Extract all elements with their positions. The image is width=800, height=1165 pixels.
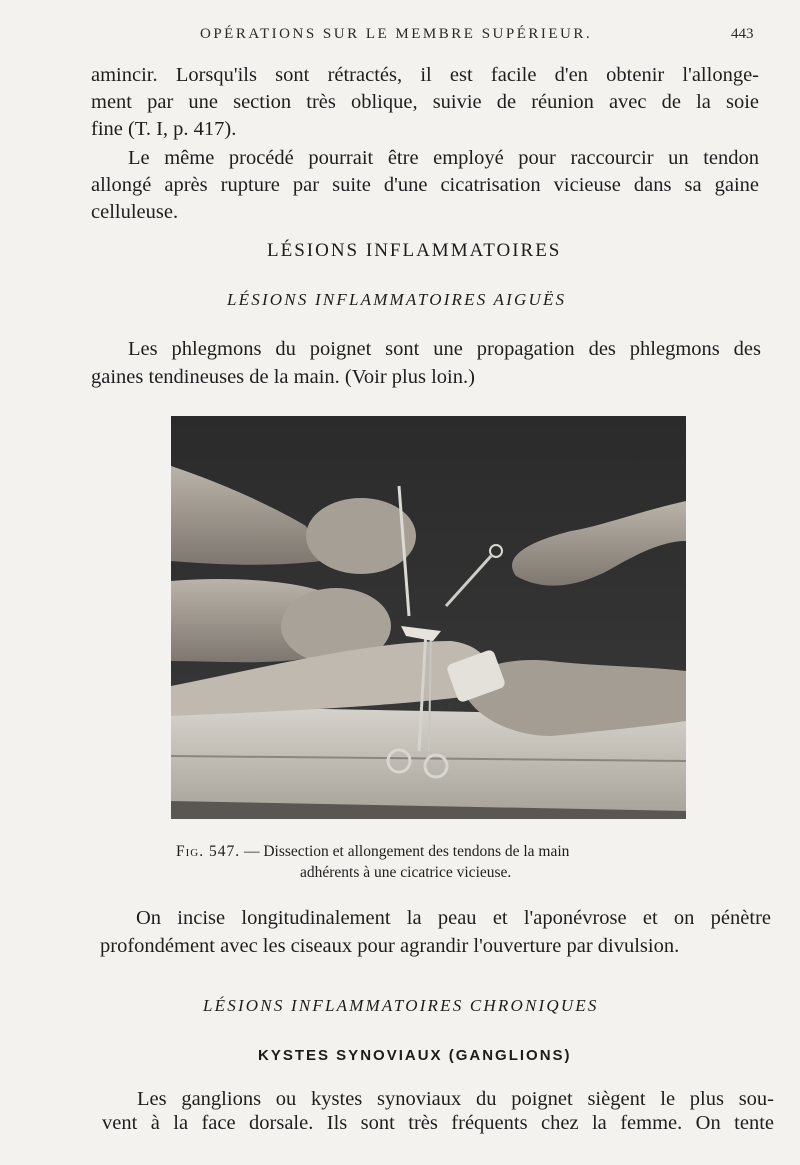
paragraph-line: amincir. Lorsqu'ils sont rétractés, il est facile d'en obtenir l'allonge- xyxy=(91,64,759,86)
subsection-heading: KYSTES SYNOVIAUX (GANGLIONS) xyxy=(258,1047,572,1064)
paragraph-line: allongé après rupture par suite d'une cicatrisation vicieuse dans sa gaine xyxy=(91,174,759,196)
figure-caption-line2: adhérents à une cicatrice vicieuse. xyxy=(300,864,512,881)
subsection-heading: LÉSIONS INFLAMMATOIRES AIGUËS xyxy=(227,290,567,309)
section-heading: LÉSIONS INFLAMMATOIRES xyxy=(267,240,562,261)
paragraph-line: Les phlegmons du poignet sont une propagation des phlegmons des xyxy=(128,338,761,360)
paragraph-line: Les ganglions ou kystes synoviaux du poignet siègent le plus sou- xyxy=(137,1088,774,1110)
paragraph-line: ment par une section très oblique, suivie de réunion avec de la soie xyxy=(91,91,759,113)
surgery-illustration xyxy=(171,416,686,819)
surgical-photograph xyxy=(171,416,686,819)
paragraph-line: On incise longitudinalement la peau et l'aponévrose et on pénètre xyxy=(136,907,771,929)
figure-caption xyxy=(176,843,569,861)
paragraph-line: vent à la face dorsale. Ils sont très fréquents chez la femme. On tente xyxy=(102,1112,774,1134)
running-head: OPÉRATIONS SUR LE MEMBRE SUPÉRIEUR. xyxy=(200,26,593,42)
paragraph-line: fine (T. I, p. 417). xyxy=(91,118,237,140)
paragraph-line: celluleuse. xyxy=(91,201,179,223)
figure-label: Fig. 547. xyxy=(176,843,241,860)
caption-text: — Dissection et allongement des tendons de la main xyxy=(240,843,570,860)
paragraph-line: gaines tendineuses de la main. (Voir plus loin.) xyxy=(91,366,475,388)
subsection-heading: LÉSIONS INFLAMMATOIRES CHRONIQUES xyxy=(203,996,599,1015)
paragraph-line: profondément avec les ciseaux pour agrandir l'ouverture par divulsion. xyxy=(100,935,680,957)
paragraph-line: Le même procédé pourrait être employé pour raccourcir un tendon xyxy=(128,147,759,169)
page-number: 443 xyxy=(731,26,754,42)
